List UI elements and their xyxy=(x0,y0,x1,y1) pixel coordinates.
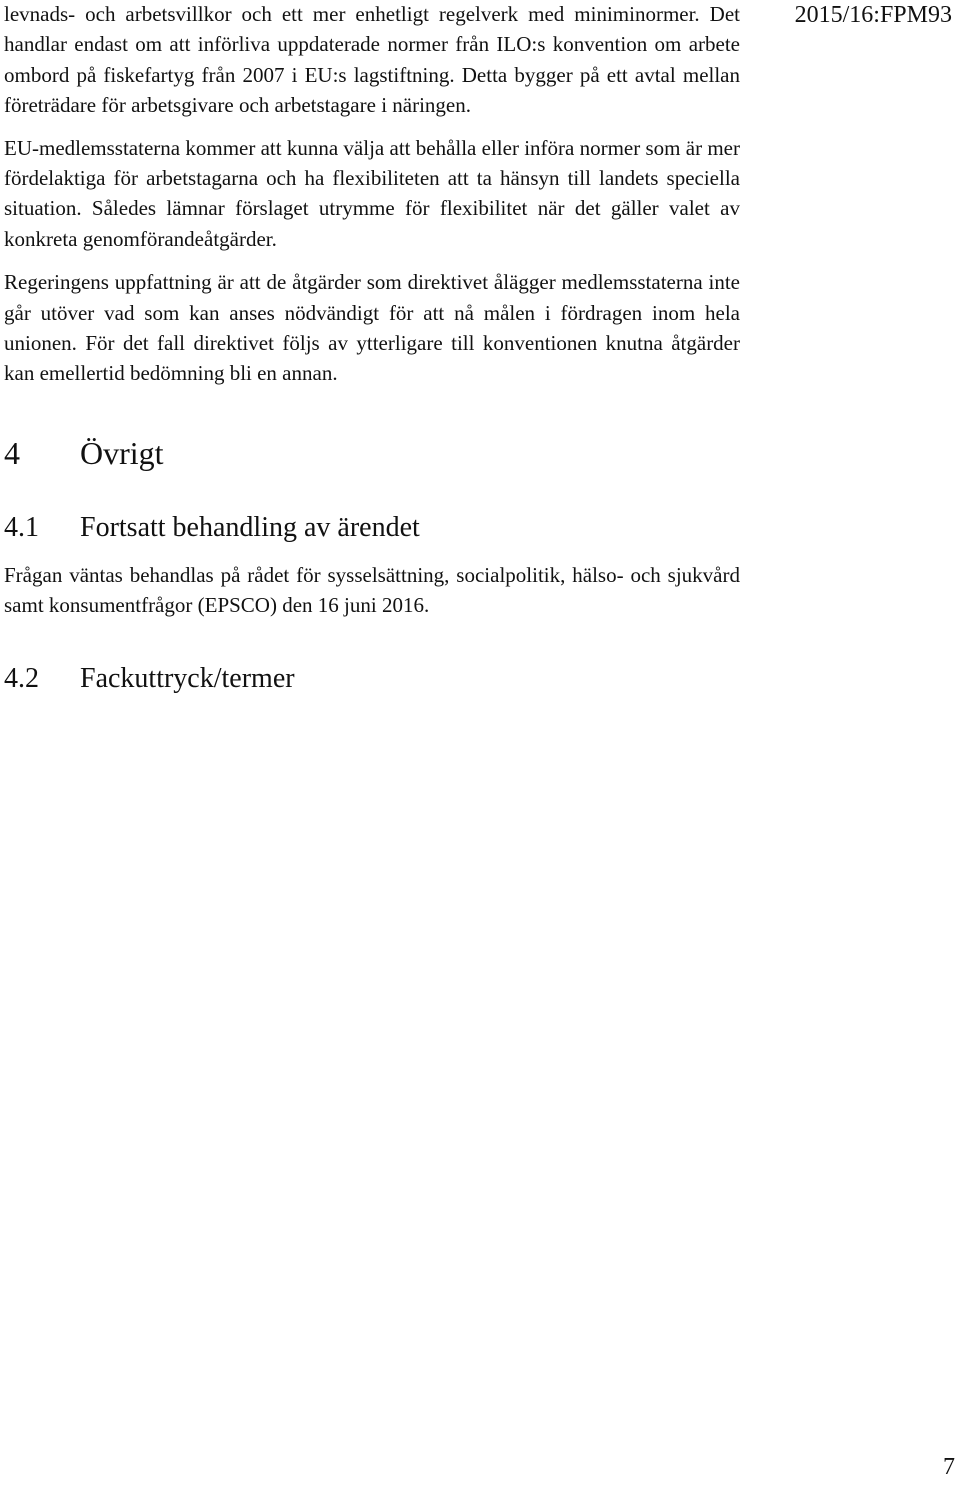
document-body xyxy=(4,0,740,696)
subsection-title: Fortsatt behandling av ärendet xyxy=(80,511,420,543)
subsection-number: 4.2 xyxy=(4,662,39,694)
section-title: Övrigt xyxy=(80,434,164,471)
paragraph-working-conditions: levnads- och arbetsvillkor och ett mer enhetligt regelverk med miniminormer. Det handlar endast om att införliva uppdaterade normer från ILO:s konvention om arbete ombord på fiskefartyg från 2007 i EU:s lagstiftning. Detta bygger på ett avtal mellan företrädare för arbetsgivare och arbetstagare i näringen. xyxy=(4,2,740,118)
paragraph-member-states-flexibility: EU-medlemsstaterna kommer att kunna välja att behålla eller införa normer som är mer fördelaktiga för arbetstagarna och ha flexibiliteten att ta hänsyn till landets speciella situation. Således lämnar förslaget utrymme för flexibilitet när det gäller valet av konkreta genomförandeåtgärder. xyxy=(4,135,740,251)
page-number: 7 xyxy=(943,1454,955,1480)
paragraph-further-handling: Frågan väntas behandlas på rådet för sysselsättning, socialpolitik, hälso- och sjukvård samt konsumentfrågor (EPSCO) den 16 juni 2016. xyxy=(4,562,740,618)
section-number: 4 xyxy=(4,434,20,471)
subsection-title: Fackuttryck/termer xyxy=(80,662,295,694)
subsection-heading-fortsatt-behandling xyxy=(4,511,740,545)
document-id: 2015/16:FPM93 xyxy=(794,2,952,28)
paragraph-government-view: Regeringens uppfattning är att de åtgärder som direktivet ålägger medlemsstaterna inte går utöver vad som kan anses nödvändigt för att nå målen i fördragen inom hela unionen. För det fall direktivet följs av ytterligare till konventionen knutna åtgärder kan emellertid bedömning bli en annan. xyxy=(4,270,740,386)
subsection-number: 4.1 xyxy=(4,511,39,543)
section-heading-ovrigt xyxy=(4,433,740,473)
subsection-heading-fackuttryck xyxy=(4,662,740,696)
